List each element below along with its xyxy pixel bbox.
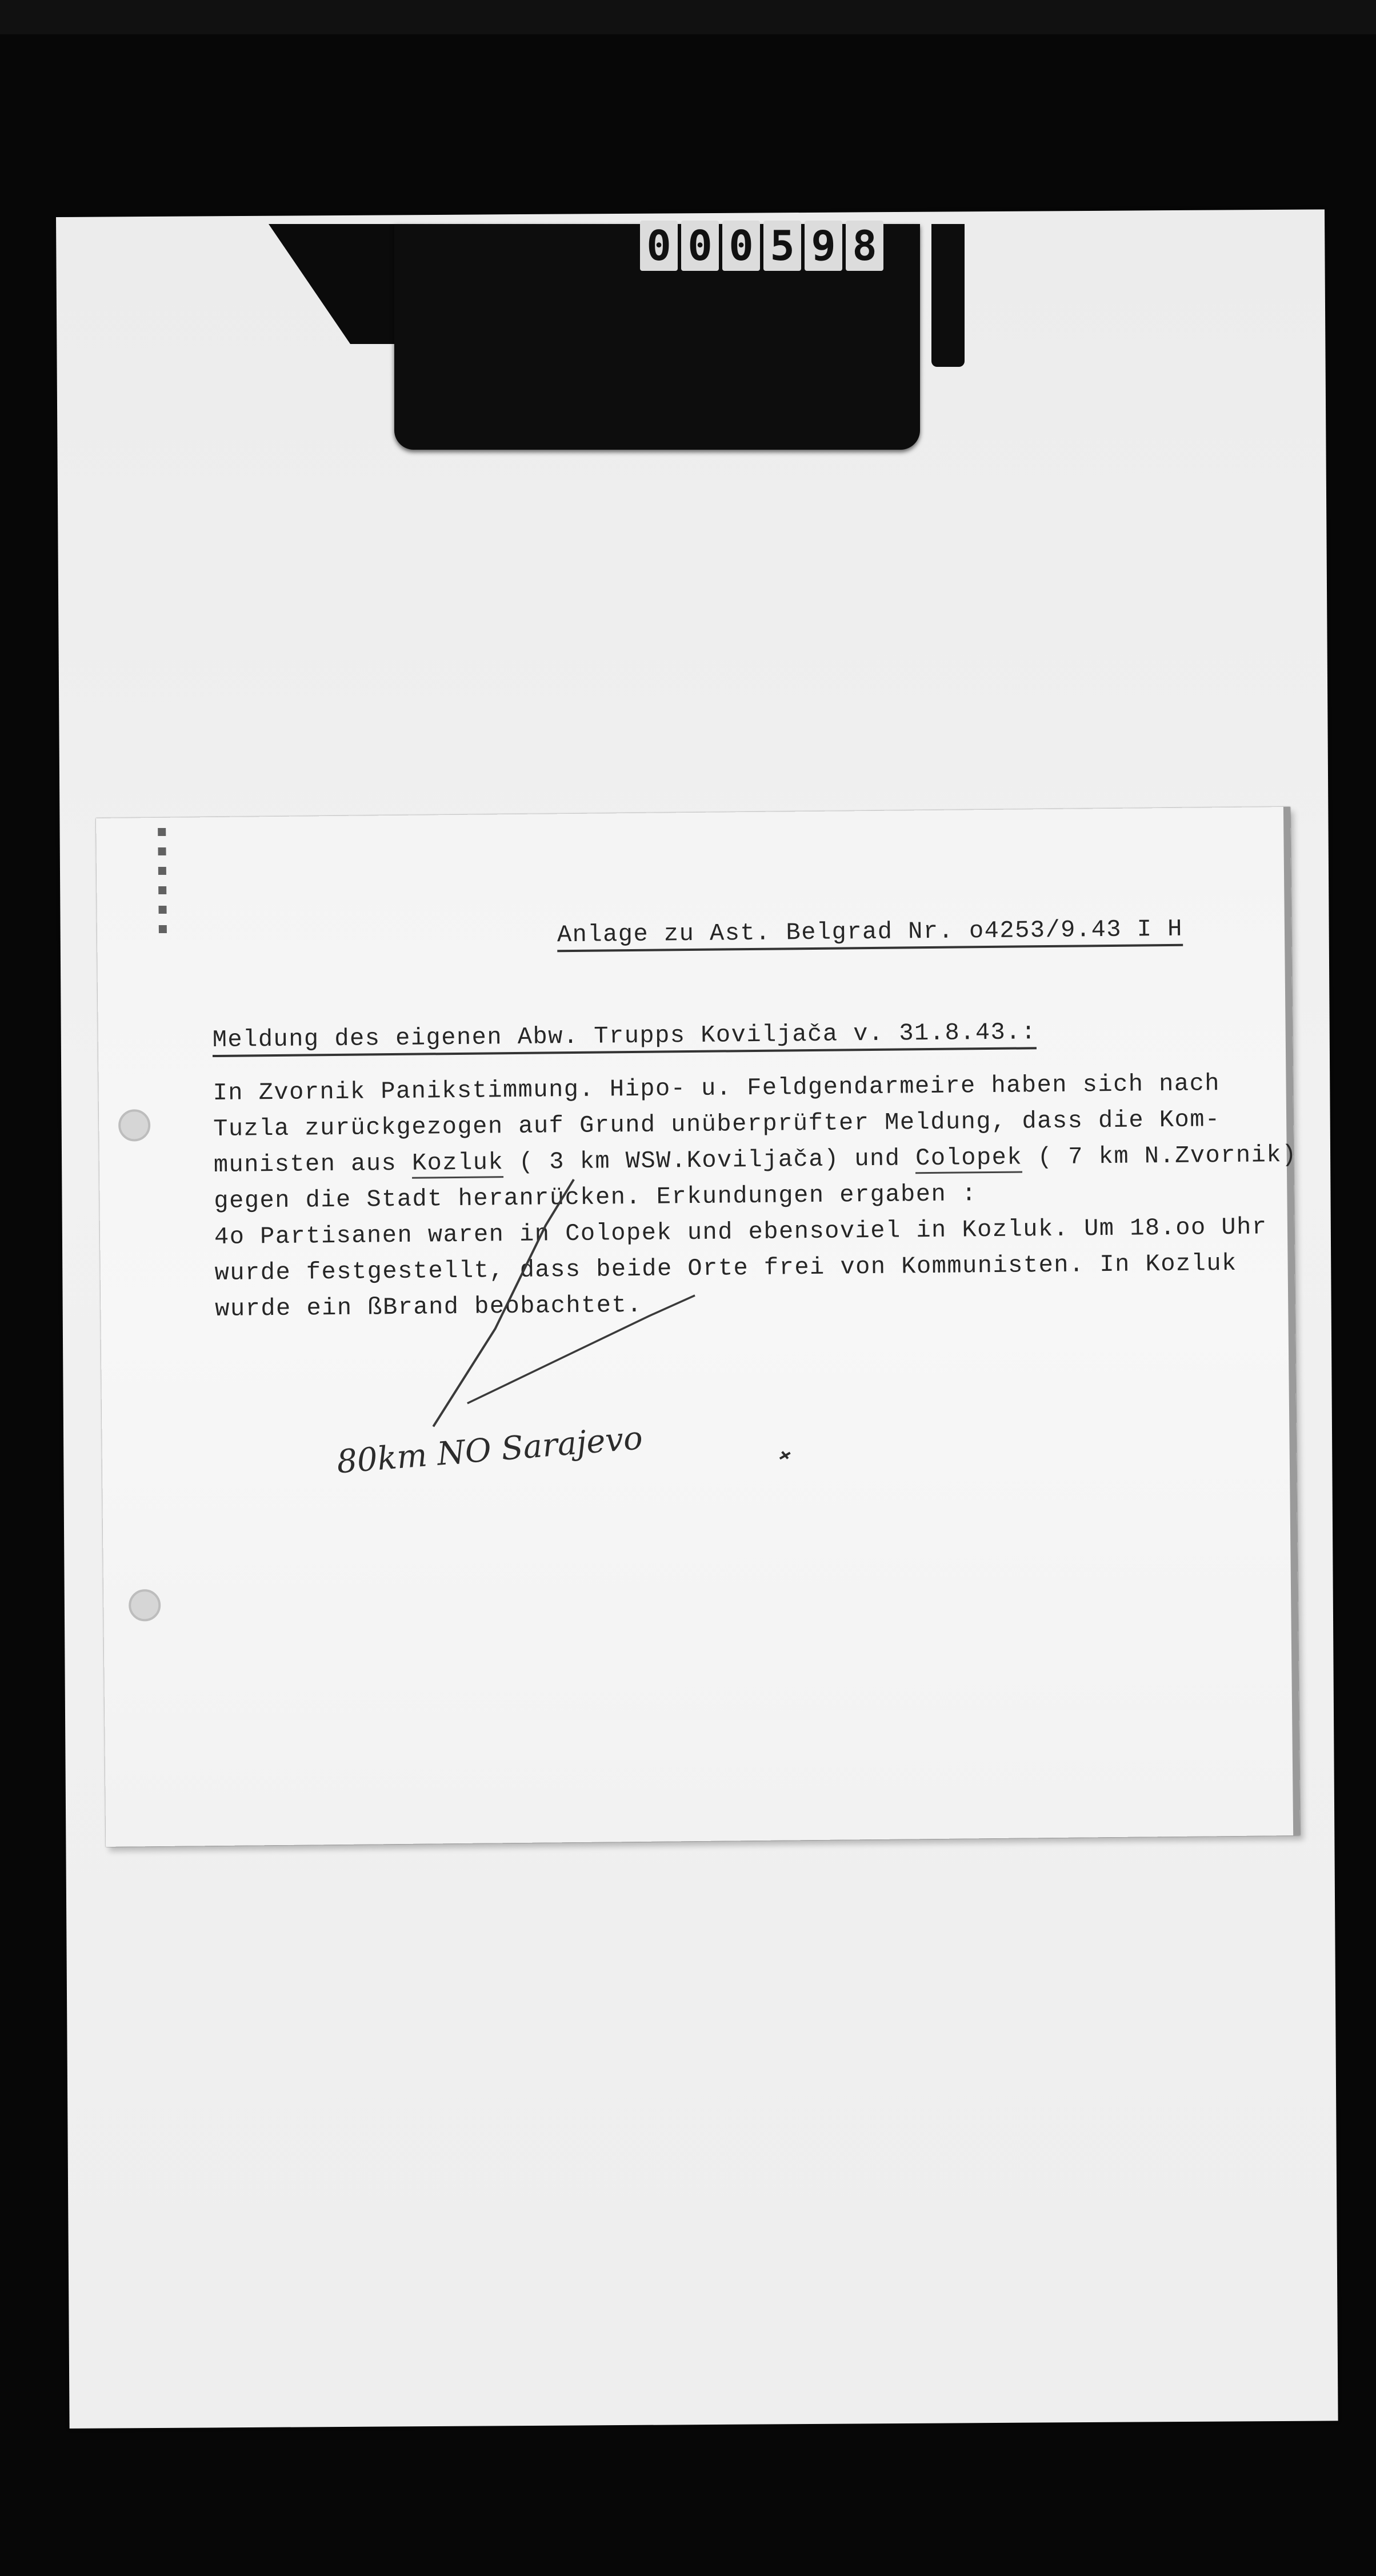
staple-mark	[158, 828, 167, 937]
counter-body	[394, 224, 920, 450]
reference-line: Anlage zu Ast. Belgrad Nr. o4253/9.43 I H	[557, 915, 1183, 953]
counter-digit: 0	[640, 221, 678, 271]
frame-counter-device	[269, 224, 914, 453]
report-heading: Meldung des eigenen Abw. Trupps Koviljača v. 31.8.43.:	[213, 1018, 1037, 1057]
typed-report-page	[96, 807, 1300, 1847]
counter-digit: 8	[846, 221, 883, 271]
body-text: munisten aus	[213, 1149, 413, 1179]
frame-counter-digits	[640, 221, 883, 273]
body-line: gegen die Stadt heranrücken. Erkundungen ergaben :	[214, 1180, 977, 1215]
punch-hole	[118, 1109, 151, 1142]
counter-knob	[931, 224, 965, 367]
body-line: In Zvornik Panikstimmung. Hipo- u. Feldgendarmeire haben sich nach	[213, 1070, 1221, 1107]
body-text: ( 7 km N.Zvornik)	[1022, 1141, 1298, 1171]
punch-hole	[129, 1589, 161, 1622]
report-body	[213, 1065, 1298, 1327]
handwritten-note: 80km NO Sarajevo	[335, 1419, 644, 1481]
place-colopek: Colopek	[915, 1143, 1022, 1174]
body-line: wurde festgestellt, dass beide Orte frei von Kommunisten. In Kozluk	[214, 1249, 1237, 1287]
body-line: wurde ein ßBrand beobachtet.	[215, 1291, 643, 1323]
film-edge-markings	[434, 0, 949, 19]
body-line: Tuzla zurückgezogen auf Grund unüberprüfter Meldung, dass die Kom-	[213, 1106, 1221, 1143]
film-strip-edge	[0, 0, 1376, 34]
counter-digit: 0	[722, 221, 760, 271]
counter-digit: 5	[763, 221, 801, 271]
place-kozluk: Kozluk	[412, 1149, 504, 1179]
counter-digit: 0	[681, 221, 719, 271]
counter-digit: 9	[805, 221, 842, 271]
body-text: ( 3 km WSW.Koviljača) und	[503, 1145, 916, 1177]
body-line: 4o Partisanen waren in Colopek und ebensoviel in Kozluk. Um 18.oo Uhr	[214, 1213, 1267, 1251]
